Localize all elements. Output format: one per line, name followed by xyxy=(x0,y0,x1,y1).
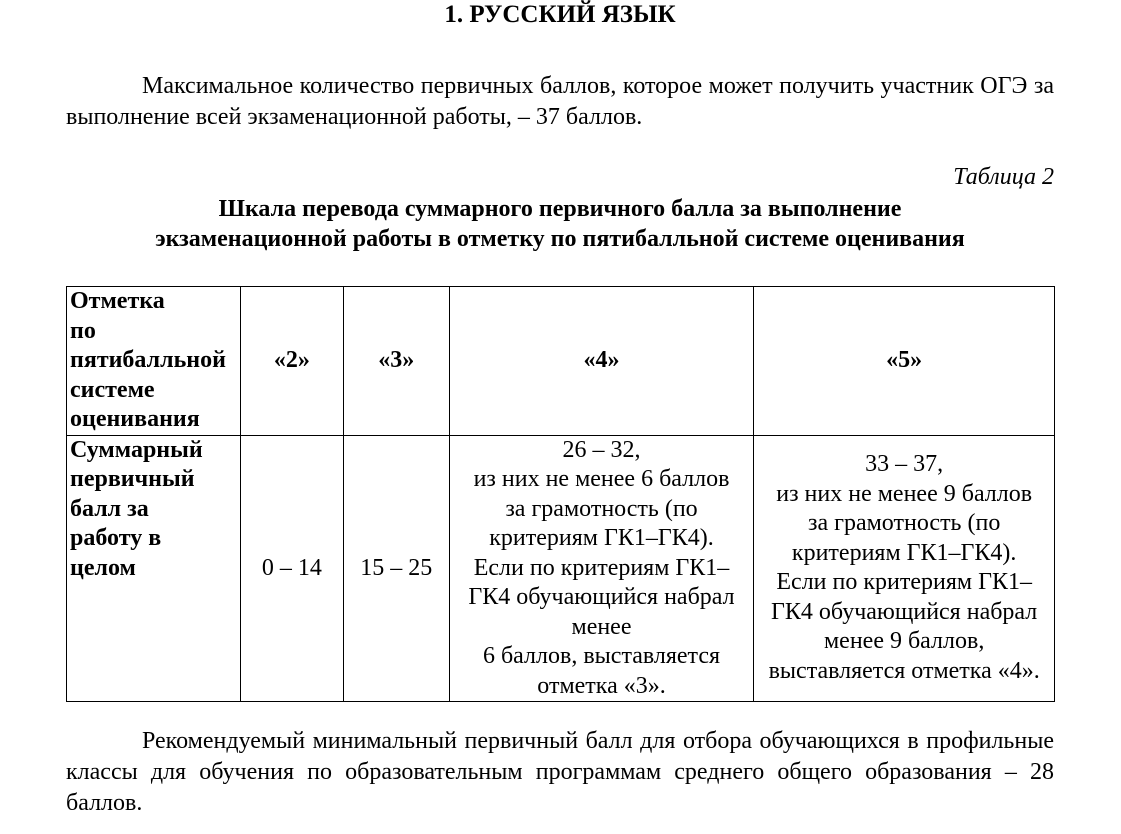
grade-conversion-table xyxy=(66,286,1055,702)
table-header-row xyxy=(67,287,1055,436)
header-label-line: системе xyxy=(70,376,155,403)
table-title xyxy=(66,194,1054,254)
range-line: Если по критериям ГК1– xyxy=(776,569,1032,596)
row-label-line: работу в xyxy=(70,525,162,551)
range-grade-5 xyxy=(754,435,1055,702)
range-line: из них не менее 9 баллов xyxy=(776,480,1033,507)
range-line: ГК4 обучающийся набрал xyxy=(771,598,1038,625)
row-label-line: первичный xyxy=(70,466,195,492)
range-line: из них не менее 6 баллов xyxy=(473,466,730,492)
range-grade-4 xyxy=(449,435,754,702)
range-line: отметка «3». xyxy=(537,672,666,699)
table-caption: Таблица 2 xyxy=(953,164,1054,190)
section-title: 1. РУССКИЙ ЯЗЫК xyxy=(444,1,676,28)
table-title-line: Шкала перевода суммарного первичного балла за выполнение xyxy=(218,196,902,222)
range-line: Если по критериям ГК1– xyxy=(473,554,730,581)
range-line: менее xyxy=(571,613,632,640)
range-line: менее 9 баллов, xyxy=(823,628,985,655)
row-label-line: целом xyxy=(70,554,136,581)
header-label-cell xyxy=(67,287,241,436)
range-line: выставляется отметка «4». xyxy=(768,657,1040,684)
range-line: 26 – 32, xyxy=(562,436,641,463)
range-line: 6 баллов, выставляется xyxy=(482,643,721,669)
range-grade-2: 0 – 14 xyxy=(240,435,343,702)
closing-paragraph: Рекомендуемый минимальный первичный балл для отбора обучающихся в профильные классы для обучения по образовательным программам среднего общего образования – 28 баллов. xyxy=(66,728,1054,816)
intro-paragraph: Максимальное количество первичных баллов, которое может получить участник ОГЭ за выполнение всей экзаменационной работы, – 37 баллов. xyxy=(66,73,1054,130)
row-label-cell xyxy=(67,435,241,702)
header-label-line: пятибалльной xyxy=(70,347,226,373)
range-line: за грамотность (по xyxy=(807,510,1001,537)
range-line: за грамотность (по xyxy=(505,495,698,522)
range-grade-3: 15 – 25 xyxy=(343,435,449,702)
range-line: ГК4 обучающийся набрал xyxy=(468,584,735,610)
header-label-line: оценивания xyxy=(70,406,200,432)
row-label-line: балл за xyxy=(70,495,149,522)
grade-header-4: «4» xyxy=(449,287,754,436)
grade-header-3: «3» xyxy=(343,287,449,436)
range-line: критериям ГК1–ГК4). xyxy=(489,525,714,551)
table-title-line: экзаменационной работы в отметку по пятибалльной системе оценивания xyxy=(155,226,965,252)
header-label-line: Отметка xyxy=(70,288,165,314)
grade-header-2: «2» xyxy=(240,287,343,436)
range-line: 33 – 37, xyxy=(865,451,944,478)
range-line: критериям ГК1–ГК4). xyxy=(791,539,1017,566)
header-label-line: по xyxy=(70,317,96,344)
grade-header-5: «5» xyxy=(754,287,1055,436)
table-data-row xyxy=(67,435,1055,702)
row-label-line: Суммарный xyxy=(70,436,203,463)
